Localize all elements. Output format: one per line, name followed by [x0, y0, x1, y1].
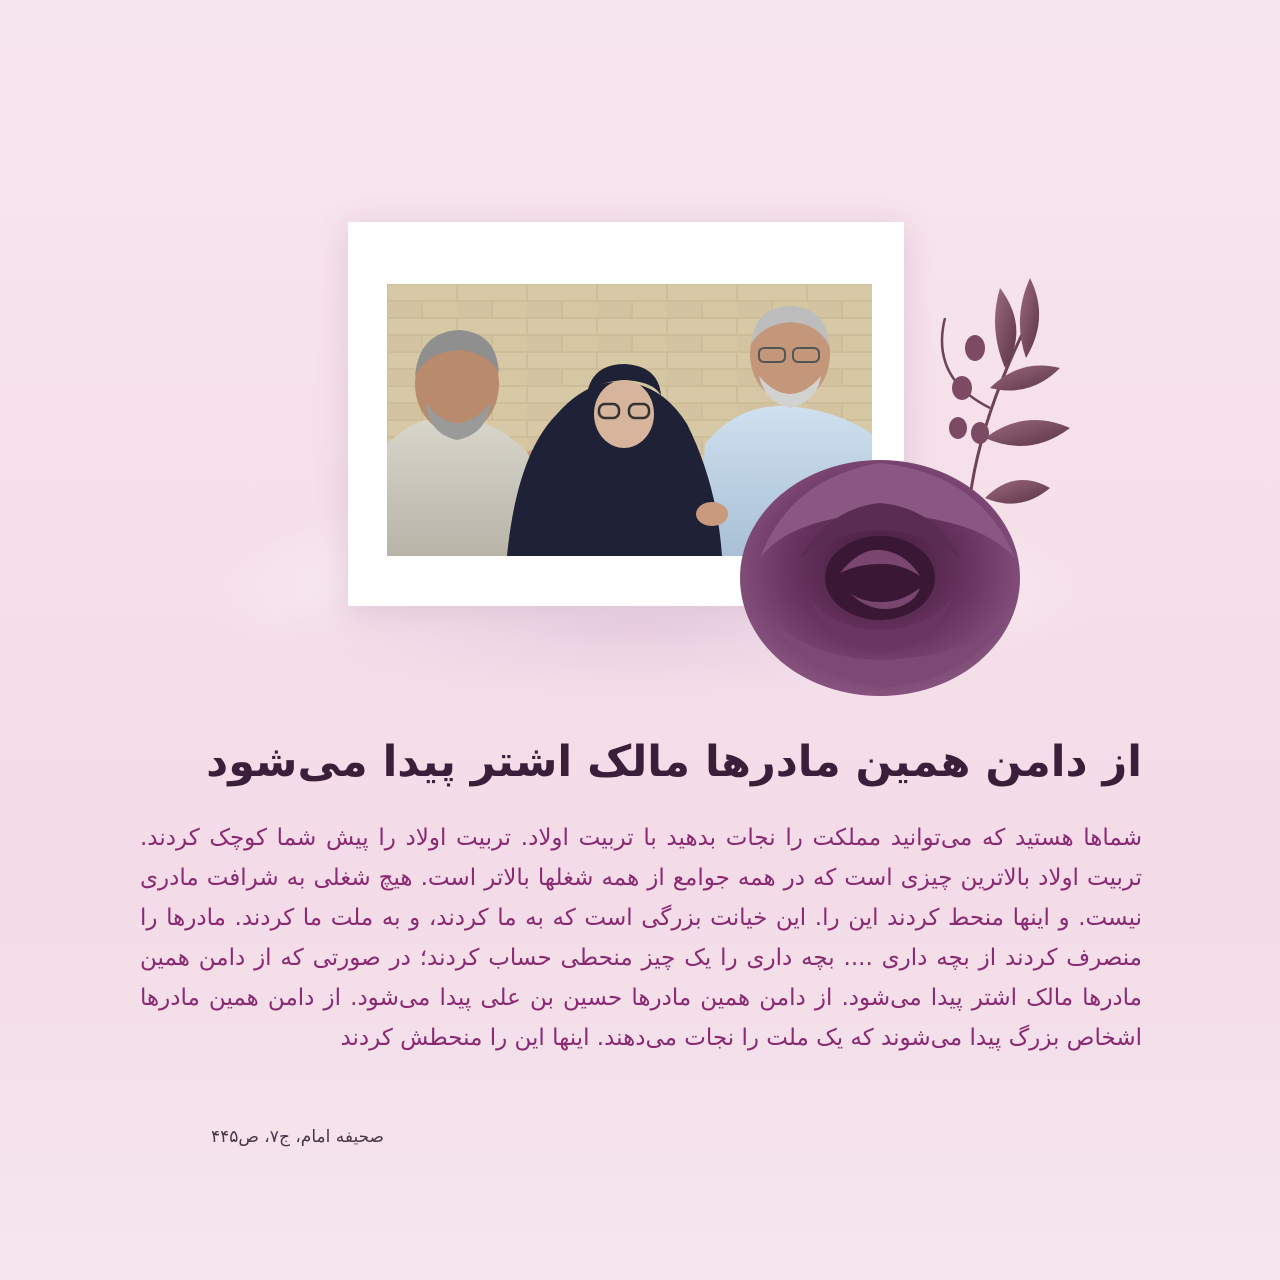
page-title: از دامن همین مادرها مالک اشتر پیدا می‌شود — [206, 737, 1142, 787]
quote-text: شماها هستید که می‌توانید مملکت را نجات بدهید با تربیت اولاد. تربیت اولاد را پیش شما کوچک کردند. تربیت اولاد بالاترین چیزی است که در همه جوامع از همه شغلها بالاتر است. هیچ شغلی به شرافت مادری نیست. و اینها منحط کردند این را. این خیانت بزرگی است که به ما کردند، و به ملت ما کردند. مادرها را منصرف کردند از بچه داری .... بچه داری را یک چیز منحطی حساب کردند؛ در صورتی که از دامن همین مادرها مالک اشتر پیدا می‌شود. از دامن همین مادرها حسین بن علی پیدا می‌شود. از دامن همین مادرها اشخاص بزرگ پیدا می‌شوند که یک ملت را نجات می‌دهند. اینها این را منحطش کردند — [140, 825, 1142, 1051]
source-citation: صحیفه امام، ج۷، ص۴۴۵ — [210, 1127, 384, 1147]
purple-rose-decoration — [730, 258, 1080, 698]
